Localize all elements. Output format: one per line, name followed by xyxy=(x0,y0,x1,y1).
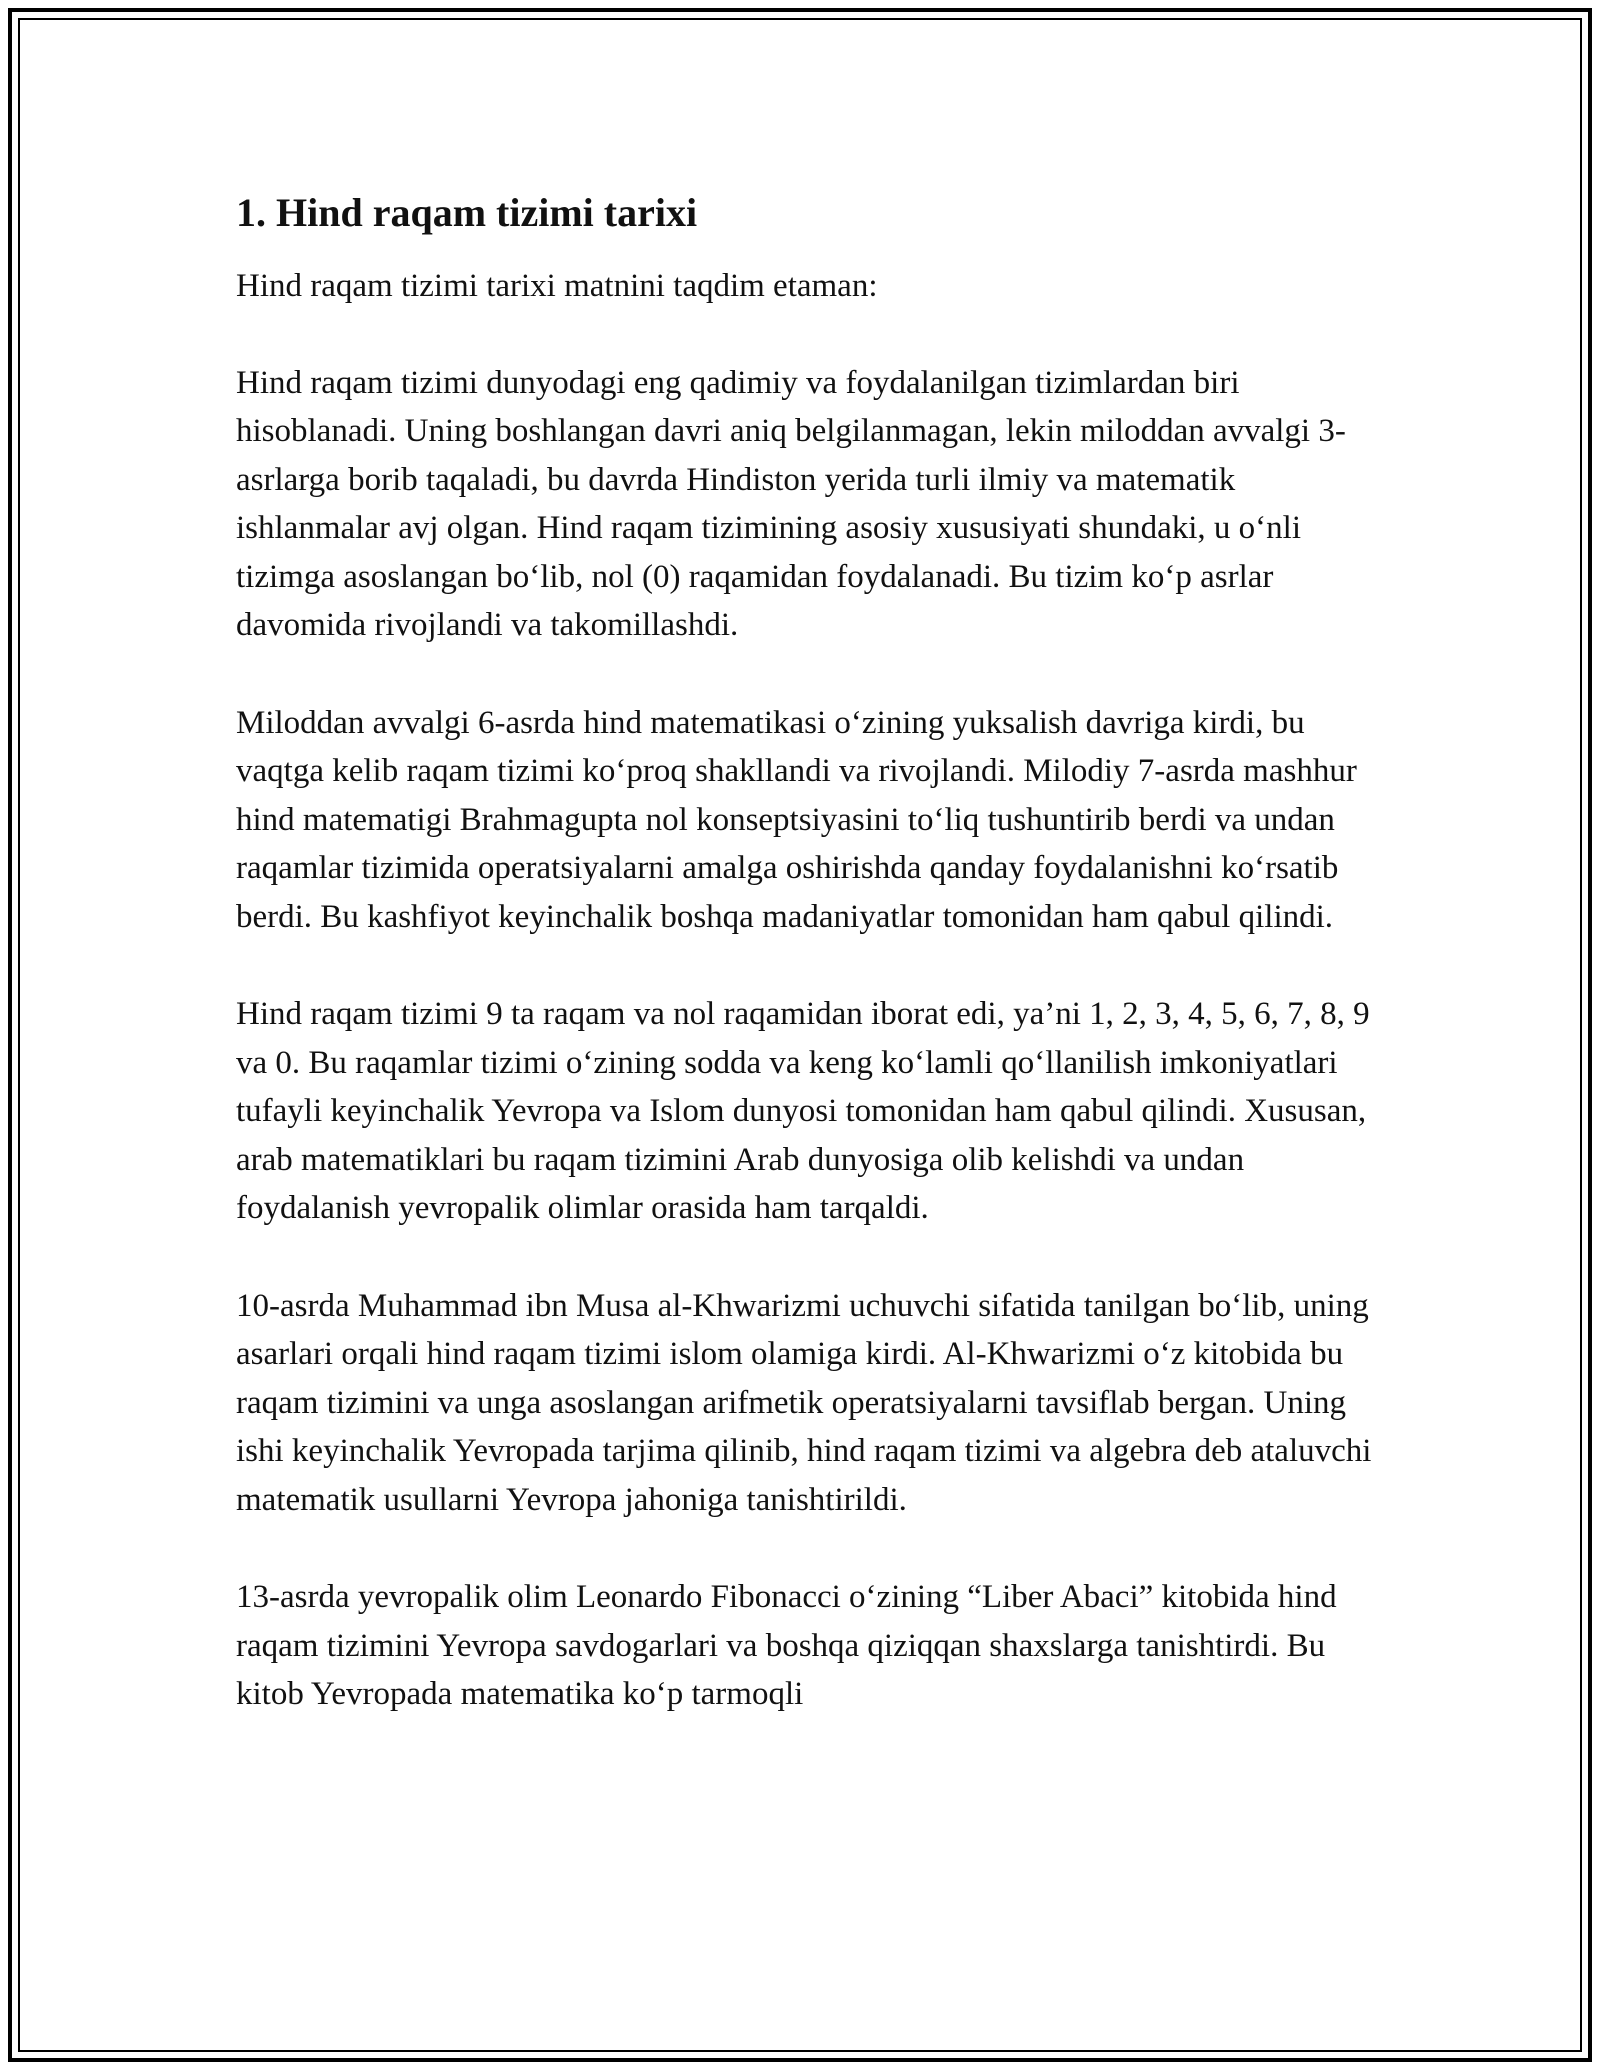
intro-line: Hind raqam tizimi tarixi matnini taqdim etaman: xyxy=(236,268,878,304)
paragraph-2: Miloddan avvalgi 6-asrda hind matematikasi o‘zining yuksalish davriga kirdi, bu vaqtga kelib raqam tizimi ko‘proq shakllandi va rivojlandi. Milodiy 7-asrda mashhur hind matematigi Brahmagupta nol konseptsiyasini to‘liq tushuntirib berdi va undan raqamlar tizimida operatsiyalarni amalga oshirishda qanday foydalanishni ko‘rsatib berdi. Bu kashfiyot keyinchalik boshqa madaniyatlar tomonidan ham qabul qilindi. xyxy=(236,704,1357,935)
document-body xyxy=(236,186,1386,1768)
paragraph-1: Hind raqam tizimi dunyodagi eng qadimiy va foydalanilgan tizimlardan biri hisoblanadi. Uning boshlangan davri aniq belgilanmagan, lekin miloddan avvalgi 3-asrlarga borib taqaladi, bu davrda Hindiston yerida turli ilmiy va matematik ishlanmalar avj olgan. Hind raqam tizimining asosiy xususiyati shundaki, u o‘nli tizimga asoslangan bo‘lib, nol (0) raqamidan foydalanadi. Bu tizim ko‘p asrlar davomida rivojlandi va takomillashdi. xyxy=(236,364,1346,643)
paragraph-3: Hind raqam tizimi 9 ta raqam va nol raqamidan iborat edi, ya’ni 1, 2, 3, 4, 5, 6, 7, 8, 9 va 0. Bu raqamlar tizimi o‘zining sodda va keng ko‘lamli qo‘llanilish imkoniyatlari tufayli keyinchalik Yevropa va Islom dunyosi tomonidan ham qabul qilindi. Xususan, arab matematiklari bu raqam tizimini Arab dunyosiga olib kelishdi va undan foydalanish yevropalik olimlar orasida ham tarqaldi. xyxy=(236,996,1370,1226)
paragraph-5: 13-asrda yevropalik olim Leonardo Fibonacci o‘zining “Liber Abaci” kitobida hind raqam tizimini Yevropa savdogarlari va boshqa qiziqqan shaxslarga tanishtirdi. Bu kitob Yevropada matematika ko‘p tarmoqli xyxy=(236,1579,1337,1712)
paragraph-4: 10-asrda Muhammad ibn Musa al-Khwarizmi uchuvchi sifatida tanilgan bo‘lib, uning asarlari orqali hind raqam tizimi islom olamiga kirdi. Al-Khwarizmi o‘z kitobida bu raqam tizimini va unga asoslangan arifmetik operatsiyalarni tavsiflab bergan. Uning ishi keyinchalik Yevropada tarjima qilinib, hind raqam tizimi va algebra deb ataluvchi matematik usullarni Yevropa jahoniga tanishtirildi. xyxy=(236,1287,1372,1518)
document-title: 1. Hind raqam tizimi tarixi xyxy=(236,190,698,235)
